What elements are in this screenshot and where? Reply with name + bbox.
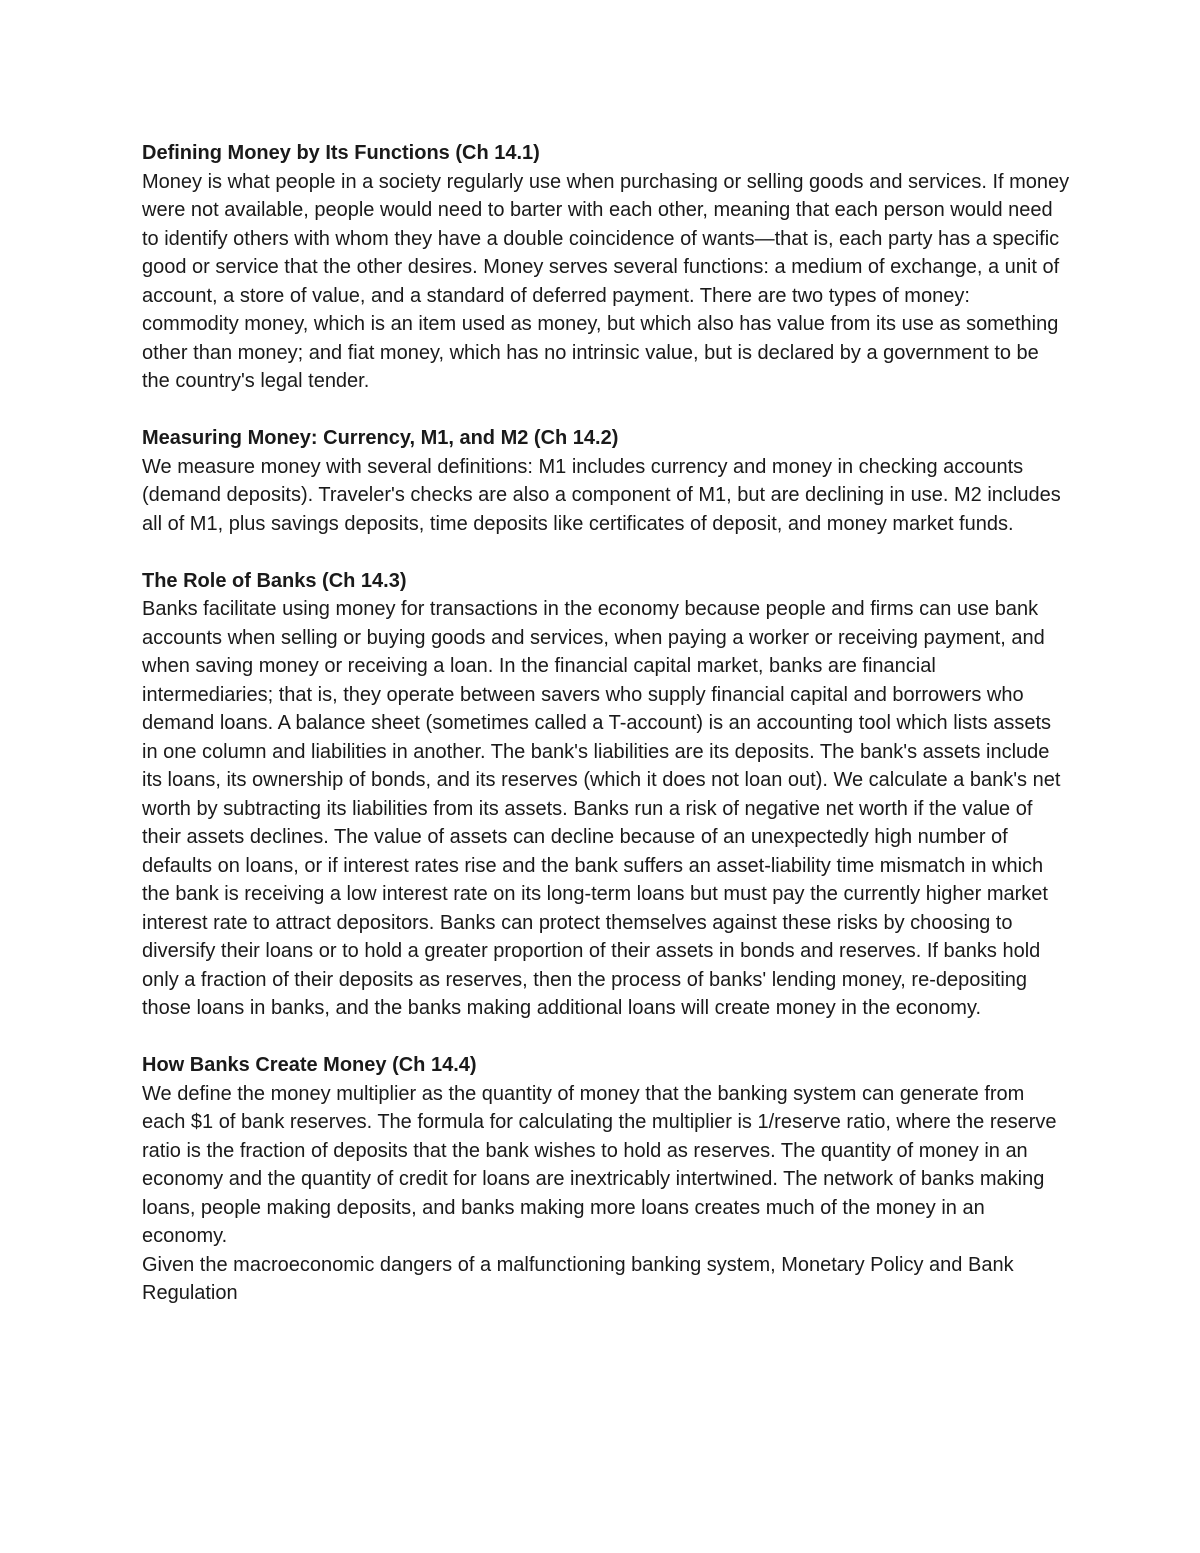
section-banks-create-money [142,1051,1072,1308]
section-paragraph: We measure money with several definitions: M1 includes currency and money in checking accounts (demand deposits). Traveler's checks are also a component of M1, but are declining in use. M2 includes all of M1, plus savings deposits, time deposits like certificates of deposit, and money market funds. [142,455,1061,535]
section-role-of-banks [142,567,1072,1023]
section-heading: Measuring Money: Currency, M1, and M2 (Ch 14.2) [142,427,619,449]
section-heading: How Banks Create Money (Ch 14.4) [142,1054,477,1076]
section-defining-money [142,139,1072,396]
section-heading: Defining Money by Its Functions (Ch 14.1) [142,142,540,164]
section-paragraph: Banks facilitate using money for transactions in the economy because people and firms can use bank accounts when selling or buying goods and services, when paying a worker or receiving payment, and when saving money or receiving a loan. In the financial capital market, banks are financial intermediaries; that is, they operate between savers who supply financial capital and borrowers who demand loans. A balance sheet (sometimes called a T-account) is an accounting tool which lists assets in one column and liabilities in another. The bank's liabilities are its deposits. The bank's assets include its loans, its ownership of bonds, and its reserves (which it does not loan out). We calculate a bank's net worth by subtracting its liabilities from its assets. Banks run a risk of negative net worth if the value of their assets declines. The value of assets can decline because of an unexpectedly high number of defaults on loans, or if interest rates rise and the bank suffers an asset-liability time mismatch in which the bank is receiving a low interest rate on its long-term loans but must pay the currently higher market interest rate to attract depositors. Banks can protect themselves against these risks by choosing to diversify their loans or to hold a greater proportion of their assets in bonds and reserves. If banks hold only a fraction of their deposits as reserves, then the process of banks' lending money, re-depositing those loans in banks, and the banks making additional loans will create money in the economy. [142,598,1061,1019]
section-paragraph: Given the macroeconomic dangers of a malfunctioning banking system, Monetary Policy and Bank Regulation [142,1253,1014,1304]
section-measuring-money [142,424,1072,538]
section-heading: The Role of Banks (Ch 14.3) [142,569,407,592]
section-paragraph: Money is what people in a society regularly use when purchasing or selling goods and services. If money were not available, people would need to barter with each other, meaning that each person would need to identify others with whom they have a double coincidence of wants—that is, each party has a specific good or service that the other desires. Money serves several functions: a medium of exchange, a unit of account, a store of value, and a standard of deferred payment. There are two types of money: commodity money, which is an item used as money, but which also has value from its use as something other than money; and fiat money, which has no intrinsic value, but is declared by a government to be the country's legal tender. [142,170,1070,392]
document-page [142,139,1072,1308]
section-paragraph: We define the money multiplier as the quantity of money that the banking system can generate from each $1 of bank reserves. The formula for calculating the multiplier is 1/reserve ratio, where the reserve ratio is the fraction of deposits that the bank wishes to hold as reserves. The quantity of money in an economy and the quantity of credit for loans are inextricably intertwined. The network of banks making loans, people making deposits, and banks making more loans creates much of the money in an economy. [142,1082,1057,1247]
